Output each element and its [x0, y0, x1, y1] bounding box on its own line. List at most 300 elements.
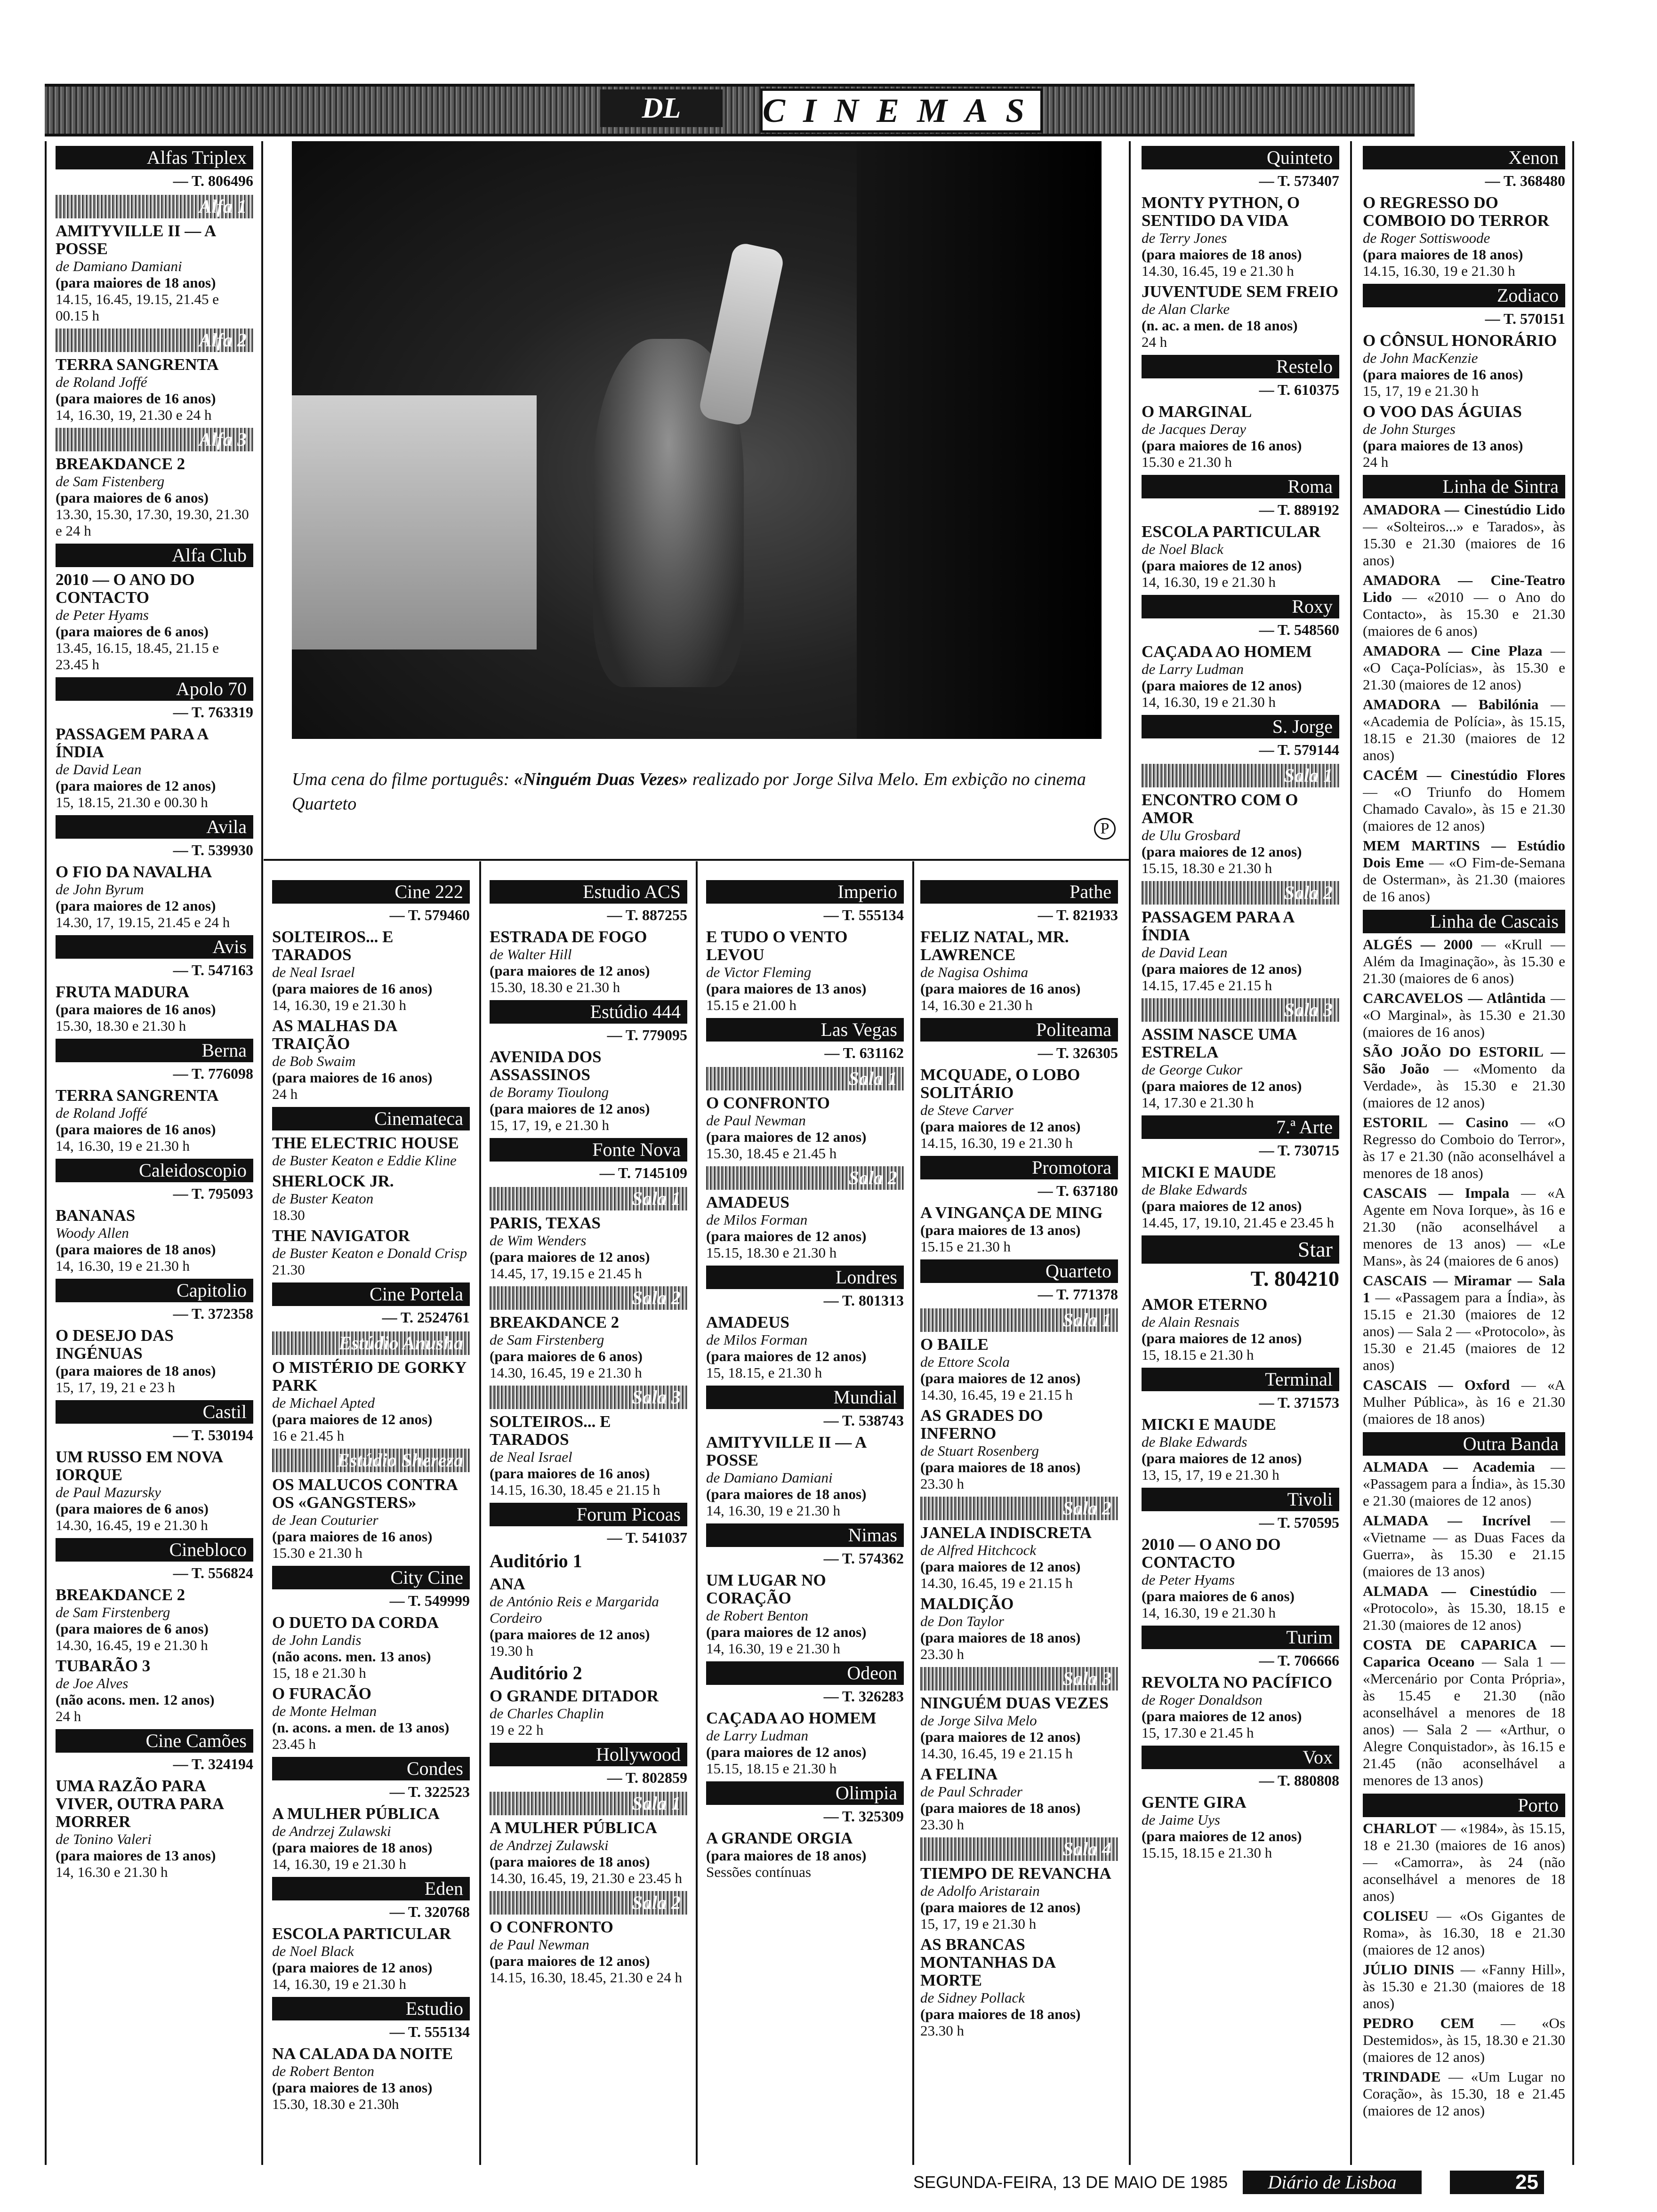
regional-venue: CARCAVELOS — Atlântida — [1363, 990, 1546, 1006]
film-listing — [490, 1413, 687, 1498]
phone-number: — T. 538743 — [823, 1412, 904, 1429]
film-listing — [56, 356, 253, 423]
age-rating: (para maiores de 16 anos) — [1363, 366, 1523, 383]
film-title: PASSAGEM PARA A ÍNDIA — [1142, 908, 1294, 944]
listing-column-2 — [272, 875, 470, 2165]
photo-caption — [292, 767, 1116, 837]
film-director: de Noel Black — [1142, 541, 1223, 557]
film-title: THE ELECTRIC HOUSE — [272, 1134, 459, 1152]
age-rating: (para maiores de 16 anos) — [490, 1465, 650, 1482]
showtimes: 15.15 e 21.00 h — [706, 997, 797, 1013]
phone-number: — T. 539930 — [173, 842, 253, 858]
film-title: OS MALUCOS CONTRA OS «GANGSTERS» — [272, 1475, 457, 1512]
film-director: de Sam Firstenberg — [56, 1604, 170, 1620]
phone-number: — T. 7145109 — [599, 1164, 687, 1181]
showtimes: 15, 18.15, 21.30 e 00.30 h — [56, 794, 208, 810]
showtimes: 14, 16.30, 19 e 21.30 h — [272, 1856, 407, 1872]
film-title: TERRA SANGRENTA — [56, 1086, 219, 1105]
cinema-name-bar: Vox — [1142, 1746, 1339, 1769]
film-director: de Paul Mazursky — [56, 1484, 161, 1500]
film-listing — [920, 928, 1118, 1013]
regional-listing — [1363, 837, 1565, 905]
listing-column-3 — [490, 875, 687, 2165]
film-listing — [1142, 1163, 1339, 1231]
film-listing — [56, 1777, 253, 1880]
issue-date: SEGUNDA-FEIRA, 13 DE MAIO DE 1985 — [913, 2172, 1228, 2192]
film-title: ESTRADA DE FOGO — [490, 928, 647, 946]
film-title: SOLTEIROS... E TARADOS — [490, 1412, 611, 1449]
regional-listing — [1363, 1459, 1565, 1509]
showtimes: 14, 16.30, 19 e 21.30 h — [1142, 1604, 1276, 1621]
screen-label: Sala 4 — [920, 1837, 1118, 1861]
phone-number: — T. 631162 — [824, 1044, 904, 1061]
showtimes: 15.30, 18.30 e 21.30h — [272, 2096, 399, 2112]
film-title: PASSAGEM PARA A ÍNDIA — [56, 725, 208, 761]
cinema-name-bar: Londres — [706, 1266, 904, 1289]
film-director: de Ulu Grosbard — [1142, 827, 1240, 843]
age-rating: (para maiores de 16 anos) — [56, 390, 216, 407]
film-director: de Noel Black — [272, 1943, 354, 1959]
showtimes: 14.30, 16.45, 19 e 21.30 h — [56, 1517, 208, 1533]
film-title: O REGRESSO DO COMBOIO DO TERROR — [1363, 193, 1550, 230]
regional-listing — [1363, 1636, 1565, 1789]
cinema-name-bar: S. Jorge — [1142, 715, 1339, 738]
cinema-name-bar: Nimas — [706, 1523, 904, 1547]
phone-number: — T. 372358 — [173, 1305, 253, 1322]
phone-number: — T. 779095 — [607, 1026, 687, 1043]
showtimes: 14.15, 16.45, 19.15, 21.45 e 00.15 h — [56, 291, 219, 324]
film-title: TUBARÃO 3 — [56, 1657, 151, 1675]
film-director: de Blake Edwards — [1142, 1434, 1247, 1450]
screen-label: Sala 1 — [1142, 764, 1339, 787]
age-rating: (para maiores de 6 anos) — [1142, 1588, 1295, 1604]
cinema-name-bar: Condes — [272, 1757, 470, 1780]
film-director: de Jacques Deray — [1142, 421, 1247, 437]
regional-listing — [1363, 1043, 1565, 1111]
regional-venue: ALMADA — Incrível — [1363, 1512, 1531, 1529]
regional-details: — «O Regresso do Comboio do Terror», às 17 e 21.30 (não aconselhável a menores de 18 anos) — [1363, 1114, 1565, 1181]
film-director: de Paul Newman — [490, 1936, 589, 1953]
age-rating: (para maiores de 12 anos) — [1142, 1198, 1302, 1214]
age-rating: (para maiores de 18 anos) — [56, 1241, 216, 1258]
column-rule — [261, 141, 263, 2165]
section-title: CINEMAS — [760, 88, 1043, 133]
showtimes: Sessões contínuas — [706, 1864, 812, 1880]
showtimes: 14, 16.30 e 21.30 h — [56, 1864, 168, 1880]
film-title: JUVENTUDE SEM FREIO — [1142, 282, 1339, 301]
showtimes: 13.30, 15.30, 17.30, 19.30, 21.30 e 24 h — [56, 506, 249, 539]
film-title: A MULHER PÚBLICA — [490, 1819, 657, 1837]
age-rating: (para maiores de 18 anos) — [272, 1839, 433, 1856]
film-title: AMADEUS — [706, 1313, 789, 1331]
film-director: de Jaime Uys — [1142, 1811, 1220, 1828]
regional-details: — «O Triunfo do Homem Chamado Cavalo», às 15 e 21.30 (maiores de 12 anos) — [1363, 784, 1565, 834]
regional-venue: SÃO JOÃO DO ESTORIL — São João — [1363, 1043, 1565, 1077]
phone-number: — T. 637180 — [1038, 1182, 1118, 1199]
film-listing — [1142, 908, 1339, 994]
venue-name: Auditório 2 — [490, 1662, 582, 1683]
film-title: CAÇADA AO HOMEM — [1142, 642, 1312, 661]
cinema-name-bar: Linha de Sintra — [1363, 475, 1565, 498]
showtimes: 15.15, 18.30 e 21.30 h — [1142, 860, 1272, 876]
film-title: UM LUGAR NO CORAÇÃO — [706, 1571, 826, 1607]
phone-number: — T. 574362 — [823, 1550, 904, 1567]
showtimes: 16 e 21.45 h — [272, 1427, 345, 1444]
age-rating: (para maiores de 13 anos) — [706, 980, 867, 997]
age-rating: (para maiores de 6 anos) — [490, 1348, 643, 1364]
regional-listing — [1363, 1961, 1565, 2012]
age-rating: (para maiores de 16 anos) — [56, 1001, 216, 1018]
cinema-name-bar: Estúdio 444 — [490, 1000, 687, 1024]
film-listing — [490, 1214, 687, 1282]
column-rule — [912, 861, 914, 2165]
phone-number: — T. 368480 — [1485, 172, 1565, 189]
phone-number: — T. 326283 — [823, 1688, 904, 1705]
phone-number: — T. 763319 — [173, 704, 253, 721]
listing-column-4 — [706, 875, 904, 2165]
regional-venue: AMADORA — Cinestúdio Lido — [1363, 501, 1565, 518]
age-rating: (para maiores de 12 anos) — [920, 1118, 1081, 1135]
age-rating: (para maiores de 13 anos) — [920, 1222, 1081, 1238]
showtimes: 14, 16.30, 19 e 21.30 h — [1142, 574, 1276, 590]
film-director: de Milos Forman — [706, 1211, 808, 1228]
film-listing — [490, 1819, 687, 1886]
film-director: de Ettore Scola — [920, 1354, 1010, 1370]
screen-label: Sala 1 — [490, 1187, 687, 1210]
film-director: de Roland Joffé — [56, 374, 147, 390]
film-director: de George Cukor — [1142, 1061, 1243, 1078]
cinema-name-bar: Caleidoscopio — [56, 1159, 253, 1182]
film-title: BANANAS — [56, 1206, 136, 1225]
cinema-name-bar: Cinemateca — [272, 1107, 470, 1130]
film-listing — [920, 1204, 1118, 1255]
screen-label: Sala 2 — [1142, 881, 1339, 905]
cinema-name-bar: Cine Camões — [56, 1729, 253, 1753]
film-title: AMOR ETERNO — [1142, 1295, 1268, 1314]
film-listing — [1363, 403, 1565, 470]
column-rule — [1129, 141, 1131, 2165]
age-rating: (para maiores de 12 anos) — [1142, 961, 1302, 977]
film-listing — [56, 1448, 253, 1533]
showtimes: 14.30, 17, 19.15, 21.45 e 24 h — [56, 914, 230, 930]
film-director: de Peter Hyams — [56, 607, 149, 623]
film-director: de Robert Benton — [706, 1607, 808, 1624]
showtimes: 24 h — [1142, 334, 1167, 350]
film-title: 2010 — O ANO DO CONTACTO — [1142, 1535, 1281, 1571]
regional-details: — «Vietname — as Duas Faces da Guerra», às 15.30 e 21.15 (maiores de 13 anos) — [1363, 1512, 1565, 1579]
regional-venue: TRINDADE — [1363, 2068, 1441, 2085]
regional-venue: ALGÉS — 2000 — [1363, 936, 1473, 953]
age-rating: (para maiores de 18 anos) — [56, 1362, 216, 1379]
cinema-name-bar: Olimpia — [706, 1781, 904, 1805]
film-director: de Alain Resnais — [1142, 1314, 1239, 1330]
phone-number: — T. 776098 — [173, 1065, 253, 1082]
film-listing — [56, 222, 253, 324]
film-title: AVENIDA DOS ASSASSINOS — [490, 1048, 602, 1084]
caption-lead: Uma cena do filme português: — [292, 769, 514, 789]
showtimes: 19.30 h — [490, 1643, 533, 1659]
film-listing — [272, 1227, 470, 1278]
showtimes: 14, 16.30, 19 e 21.30 h — [56, 1138, 190, 1154]
screen-label: Alfa 3 — [56, 428, 253, 451]
showtimes: 15, 18.15, e 21.30 h — [706, 1364, 822, 1381]
film-title: TERRA SANGRENTA — [56, 355, 219, 374]
regional-venue: CHARLOT — [1363, 1820, 1437, 1836]
phone-number: — T. 801313 — [823, 1292, 904, 1309]
film-director: de Buster Keaton e Donald Crisp — [272, 1245, 467, 1261]
cinema-name-bar: Promotora — [920, 1156, 1118, 1179]
age-rating: (para maiores de 18 anos) — [490, 1853, 650, 1870]
age-rating: (para maiores de 16 anos) — [272, 980, 433, 997]
film-title: 2010 — O ANO DO CONTACTO — [56, 570, 195, 607]
regional-venue: CASCAIS — Miramar — Sala 1 — [1363, 1272, 1565, 1306]
film-director: de Nagisa Oshima — [920, 964, 1029, 980]
newspaper-logo: DL — [600, 89, 723, 127]
film-listing — [272, 1685, 470, 1752]
age-rating: (para maiores de 6 anos) — [56, 623, 209, 640]
cinema-name-bar: Pathe — [920, 880, 1118, 904]
film-title: AS GRADES DO INFERNO — [920, 1406, 1043, 1443]
showtimes: 14.15, 16.30, 18.45, 21.30 e 24 h — [490, 1969, 683, 1986]
showtimes: 14, 16.30 e 21.30 h — [920, 997, 1033, 1013]
showtimes: 14, 16.30, 19 e 21.30 h — [272, 997, 407, 1013]
phone-number: — T. 322523 — [389, 1783, 470, 1800]
film-listing — [490, 928, 687, 995]
film-listing — [272, 1614, 470, 1681]
film-director: de Paul Schrader — [920, 1783, 1022, 1800]
film-title: SOLTEIROS... E TARADOS — [272, 928, 394, 964]
film-title: E TUDO O VENTO LEVOU — [706, 928, 848, 964]
phone-number: — T. 802859 — [607, 1769, 687, 1786]
screen-label: Sala 3 — [490, 1386, 687, 1409]
cinema-name-bar: Porto — [1363, 1794, 1565, 1817]
showtimes: 14.30, 16.45, 19 e 21.30 h — [1142, 263, 1294, 279]
cinema-name-bar: Las Vegas — [706, 1018, 904, 1042]
showtimes: 23.30 h — [920, 1475, 964, 1492]
cinema-name-bar: Roma — [1142, 475, 1339, 498]
showtimes: 14.30, 16.45, 19, 21.30 e 23.45 h — [490, 1870, 683, 1886]
phone-number: — T. 549999 — [389, 1592, 470, 1609]
cinema-name-bar: Imperio — [706, 880, 904, 904]
regional-venue: AMADORA — Babilónia — [1363, 696, 1539, 713]
film-director: de Paul Newman — [706, 1112, 806, 1129]
phone-number: — T. 320768 — [389, 1903, 470, 1920]
age-rating: (não acons. men. 13 anos) — [272, 1648, 431, 1665]
film-listing — [272, 1805, 470, 1872]
film-title: O VOO DAS ÁGUIAS — [1363, 402, 1522, 421]
showtimes: 23.45 h — [272, 1736, 316, 1752]
film-director: de Boramy Tioulong — [490, 1084, 609, 1100]
film-listing — [706, 1709, 904, 1777]
phone-number: — T. 880808 — [1259, 1772, 1339, 1789]
film-title: ASSIM NASCE UMA ESTRELA — [1142, 1025, 1296, 1061]
film-title: ESCOLA PARTICULAR — [272, 1924, 451, 1943]
showtimes: 24 h — [272, 1086, 298, 1102]
age-rating: (para maiores de 12 anos) — [1142, 1708, 1302, 1724]
cinema-name-bar: Avis — [56, 935, 253, 959]
film-director: de Jorge Silva Melo — [920, 1712, 1037, 1729]
cinema-name-bar: Quarteto — [920, 1259, 1118, 1283]
screen-label: Sala 1 — [706, 1067, 904, 1090]
showtimes: 23.30 h — [920, 2022, 964, 2039]
phone-number: — T. 706666 — [1259, 1652, 1339, 1669]
regional-venue: COSTA DE CAPARICA — Caparica Oceano — [1363, 1636, 1565, 1670]
regional-venue: CASCAIS — Impala — [1363, 1185, 1510, 1201]
listing-column-6 — [1142, 141, 1339, 2165]
cinema-name-bar: Cine Portela — [272, 1282, 470, 1306]
phone-number: — T. 555134 — [389, 2023, 470, 2040]
cinema-name-bar: Zodiaco — [1363, 284, 1565, 307]
film-title: AS MALHAS DA TRAIÇÃO — [272, 1017, 397, 1053]
film-listing — [920, 1407, 1118, 1492]
showtimes: 15, 17, 19, 21 e 23 h — [56, 1379, 176, 1395]
listing-column-1 — [56, 141, 253, 2165]
regional-details: — «Um Lugar no Coração», às 15.30, 18 e 21.45 (maiores de 12 anos) — [1363, 2068, 1565, 2119]
regional-listing — [1363, 936, 1565, 987]
cinema-name-bar: Star — [1142, 1235, 1339, 1264]
film-director: de Buster Keaton — [272, 1190, 374, 1207]
age-rating: (para maiores de 12 anos) — [1142, 1330, 1302, 1346]
phone-number: — T. 570151 — [1485, 310, 1565, 327]
age-rating: (para maiores de 12 anos) — [272, 1959, 433, 1976]
phone-number: — T. 806496 — [173, 172, 253, 189]
phone-number: — T. 325309 — [823, 1808, 904, 1825]
film-title: UM RUSSO EM NOVA IORQUE — [56, 1448, 223, 1484]
showtimes: 15, 18 e 21.30 h — [272, 1665, 366, 1681]
age-rating: (para maiores de 12 anos) — [490, 962, 650, 979]
showtimes: 23.30 h — [920, 1816, 964, 1833]
age-rating: (para maiores de 12 anos) — [1142, 677, 1302, 694]
showtimes: 14.30, 16.45, 19 e 21.15 h — [920, 1575, 1073, 1591]
screen-label: Sala 2 — [920, 1497, 1118, 1520]
phone-number: — T. 573407 — [1259, 172, 1339, 189]
phone-number: — T. 771378 — [1038, 1286, 1118, 1303]
film-director: de Blake Edwards — [1142, 1181, 1247, 1198]
regional-details: — «Fanny Hill», às 15.30 e 21.30 (maiores de 18 anos) — [1363, 1961, 1565, 2012]
film-listing — [1142, 1536, 1339, 1621]
film-title: ANA — [490, 1575, 525, 1593]
age-rating: (para maiores de 12 anos) — [1142, 557, 1302, 574]
cinema-name-bar: Avila — [56, 815, 253, 839]
phone-number: — T. 2524761 — [382, 1309, 470, 1326]
cinema-name-bar: Eden — [272, 1877, 470, 1900]
cinema-name-bar: Estudio ACS — [490, 880, 687, 904]
phone-number: — T. 548560 — [1259, 621, 1339, 638]
section-banner — [45, 84, 1415, 136]
regional-listing — [1363, 1377, 1565, 1427]
regional-listing — [1363, 1272, 1565, 1374]
film-director: de Bob Swaim — [272, 1053, 356, 1069]
film-director: de Jean Couturier — [272, 1512, 378, 1528]
phone-number: — T. 821933 — [1038, 906, 1118, 923]
showtimes: 13, 15, 17, 19 e 21.30 h — [1142, 1467, 1279, 1483]
showtimes: 24 h — [56, 1708, 81, 1724]
photo-doorway — [857, 141, 1102, 739]
regional-venue: CASCAIS — Oxford — [1363, 1377, 1510, 1393]
film-listing — [490, 1575, 687, 1659]
cinema-name-bar: Politeama — [920, 1018, 1118, 1042]
film-listing — [706, 1094, 904, 1162]
age-rating: (para maiores de 12 anos) — [920, 1370, 1081, 1387]
film-title: A VINGANÇA DE MING — [920, 1203, 1103, 1222]
phone-number: — T. 541037 — [607, 1529, 687, 1546]
cinema-name-bar: Hollywood — [490, 1743, 687, 1766]
film-listing — [706, 928, 904, 1013]
showtimes: 14.30, 16.45, 19 e 21.30 h — [56, 1637, 208, 1653]
phone-number: — T. 579144 — [1259, 741, 1339, 758]
photo-rule — [264, 859, 1129, 861]
cinema-name-bar: Roxy — [1142, 595, 1339, 618]
regional-details: — «Protocolo», às 15.30, 18.15 e 21.30 (maiores de 12 anos) — [1363, 1583, 1565, 1633]
age-rating: (para maiores de 6 anos) — [56, 489, 209, 506]
age-rating: (para maiores de 6 anos) — [56, 1620, 209, 1637]
regional-listing — [1363, 572, 1565, 640]
regional-listing — [1363, 642, 1565, 693]
column-rule — [1350, 141, 1352, 2165]
showtimes: 14, 16.30, 19 e 21.30 h — [706, 1640, 841, 1657]
phone-number: — T. 371573 — [1259, 1394, 1339, 1411]
film-title: O FIO DA NAVALHA — [56, 863, 212, 881]
age-rating: (para maiores de 18 anos) — [920, 1459, 1081, 1475]
film-title: PARIS, TEXAS — [490, 1214, 601, 1232]
film-listing — [490, 1314, 687, 1381]
screen-label: Estúdio Anusha — [272, 1331, 470, 1355]
regional-listing — [1363, 767, 1565, 834]
film-director: de Monte Helman — [272, 1703, 377, 1719]
film-director: de Terry Jones — [1142, 230, 1227, 246]
regional-venue: ALMADA — Cinestúdio — [1363, 1583, 1537, 1599]
regional-details: — «2010 — o Ano do Contacto», às 15.30 e 21.30 (maiores de 6 anos) — [1363, 589, 1565, 639]
cinema-name-bar: Alfa Club — [56, 544, 253, 567]
age-rating: (para maiores de 12 anos) — [490, 1249, 650, 1265]
film-listing — [272, 928, 470, 1013]
showtimes: 14, 16.30, 19 e 21.30 h — [706, 1502, 841, 1519]
regional-listing — [1363, 990, 1565, 1041]
age-rating: (para maiores de 12 anos) — [706, 1744, 867, 1760]
film-listing — [920, 1524, 1118, 1591]
phone-number: — T. 326305 — [1038, 1044, 1118, 1061]
film-title: O MISTÉRIO DE GORKY PARK — [272, 1358, 466, 1395]
film-director: Woody Allen — [56, 1225, 129, 1241]
age-rating: (para maiores de 12 anos) — [920, 1558, 1081, 1575]
film-title: MICKI E MAUDE — [1142, 1415, 1276, 1434]
age-rating: (para maiores de 12 anos) — [706, 1129, 867, 1145]
regional-venue: ALMADA — Academia — [1363, 1459, 1535, 1475]
showtimes: 14, 16.30, 19 e 21.30 h — [56, 1258, 190, 1274]
screen-label: Estúdio Shereza — [272, 1449, 470, 1472]
film-listing — [490, 1918, 687, 1986]
phone-number: — T. 570595 — [1259, 1514, 1339, 1531]
film-director: de John MacKenzie — [1363, 350, 1478, 366]
film-director: de Tonino Valeri — [56, 1831, 152, 1847]
regional-details: — Sala 1 — «Mercenário por Conta Própria», às 15.45 e 21.30 (não aconselhável a menores de 18 anos) — Sala 2 — «Arthur, o Alegre Conquistador», às 16.15 e 21.45 (não aconselhável a menores de 13 anos) — [1363, 1653, 1565, 1788]
film-title: O DESEJO DAS INGÉNUAS — [56, 1326, 174, 1362]
regional-listing — [1363, 1114, 1565, 1182]
film-title: O CONFRONTO — [706, 1094, 830, 1112]
film-listing — [272, 2045, 470, 2112]
film-director: de Roland Joffé — [56, 1105, 147, 1121]
regional-listing — [1363, 2068, 1565, 2119]
film-director: de Milos Forman — [706, 1331, 808, 1348]
publication-name: Diário de Lisboa — [1243, 2171, 1422, 2194]
showtimes: 13.45, 16.15, 18.45, 21.15 e 23.45 h — [56, 640, 219, 673]
regional-details: — «A Mulher Pública», às 16 e 21.30 (maiores de 18 anos) — [1363, 1377, 1565, 1427]
film-director: de John Landis — [272, 1632, 362, 1648]
film-director: de Neal Israel — [490, 1449, 572, 1465]
film-director: de Peter Hyams — [1142, 1571, 1235, 1588]
screen-label: Sala 1 — [490, 1792, 687, 1815]
film-listing — [706, 1434, 904, 1519]
